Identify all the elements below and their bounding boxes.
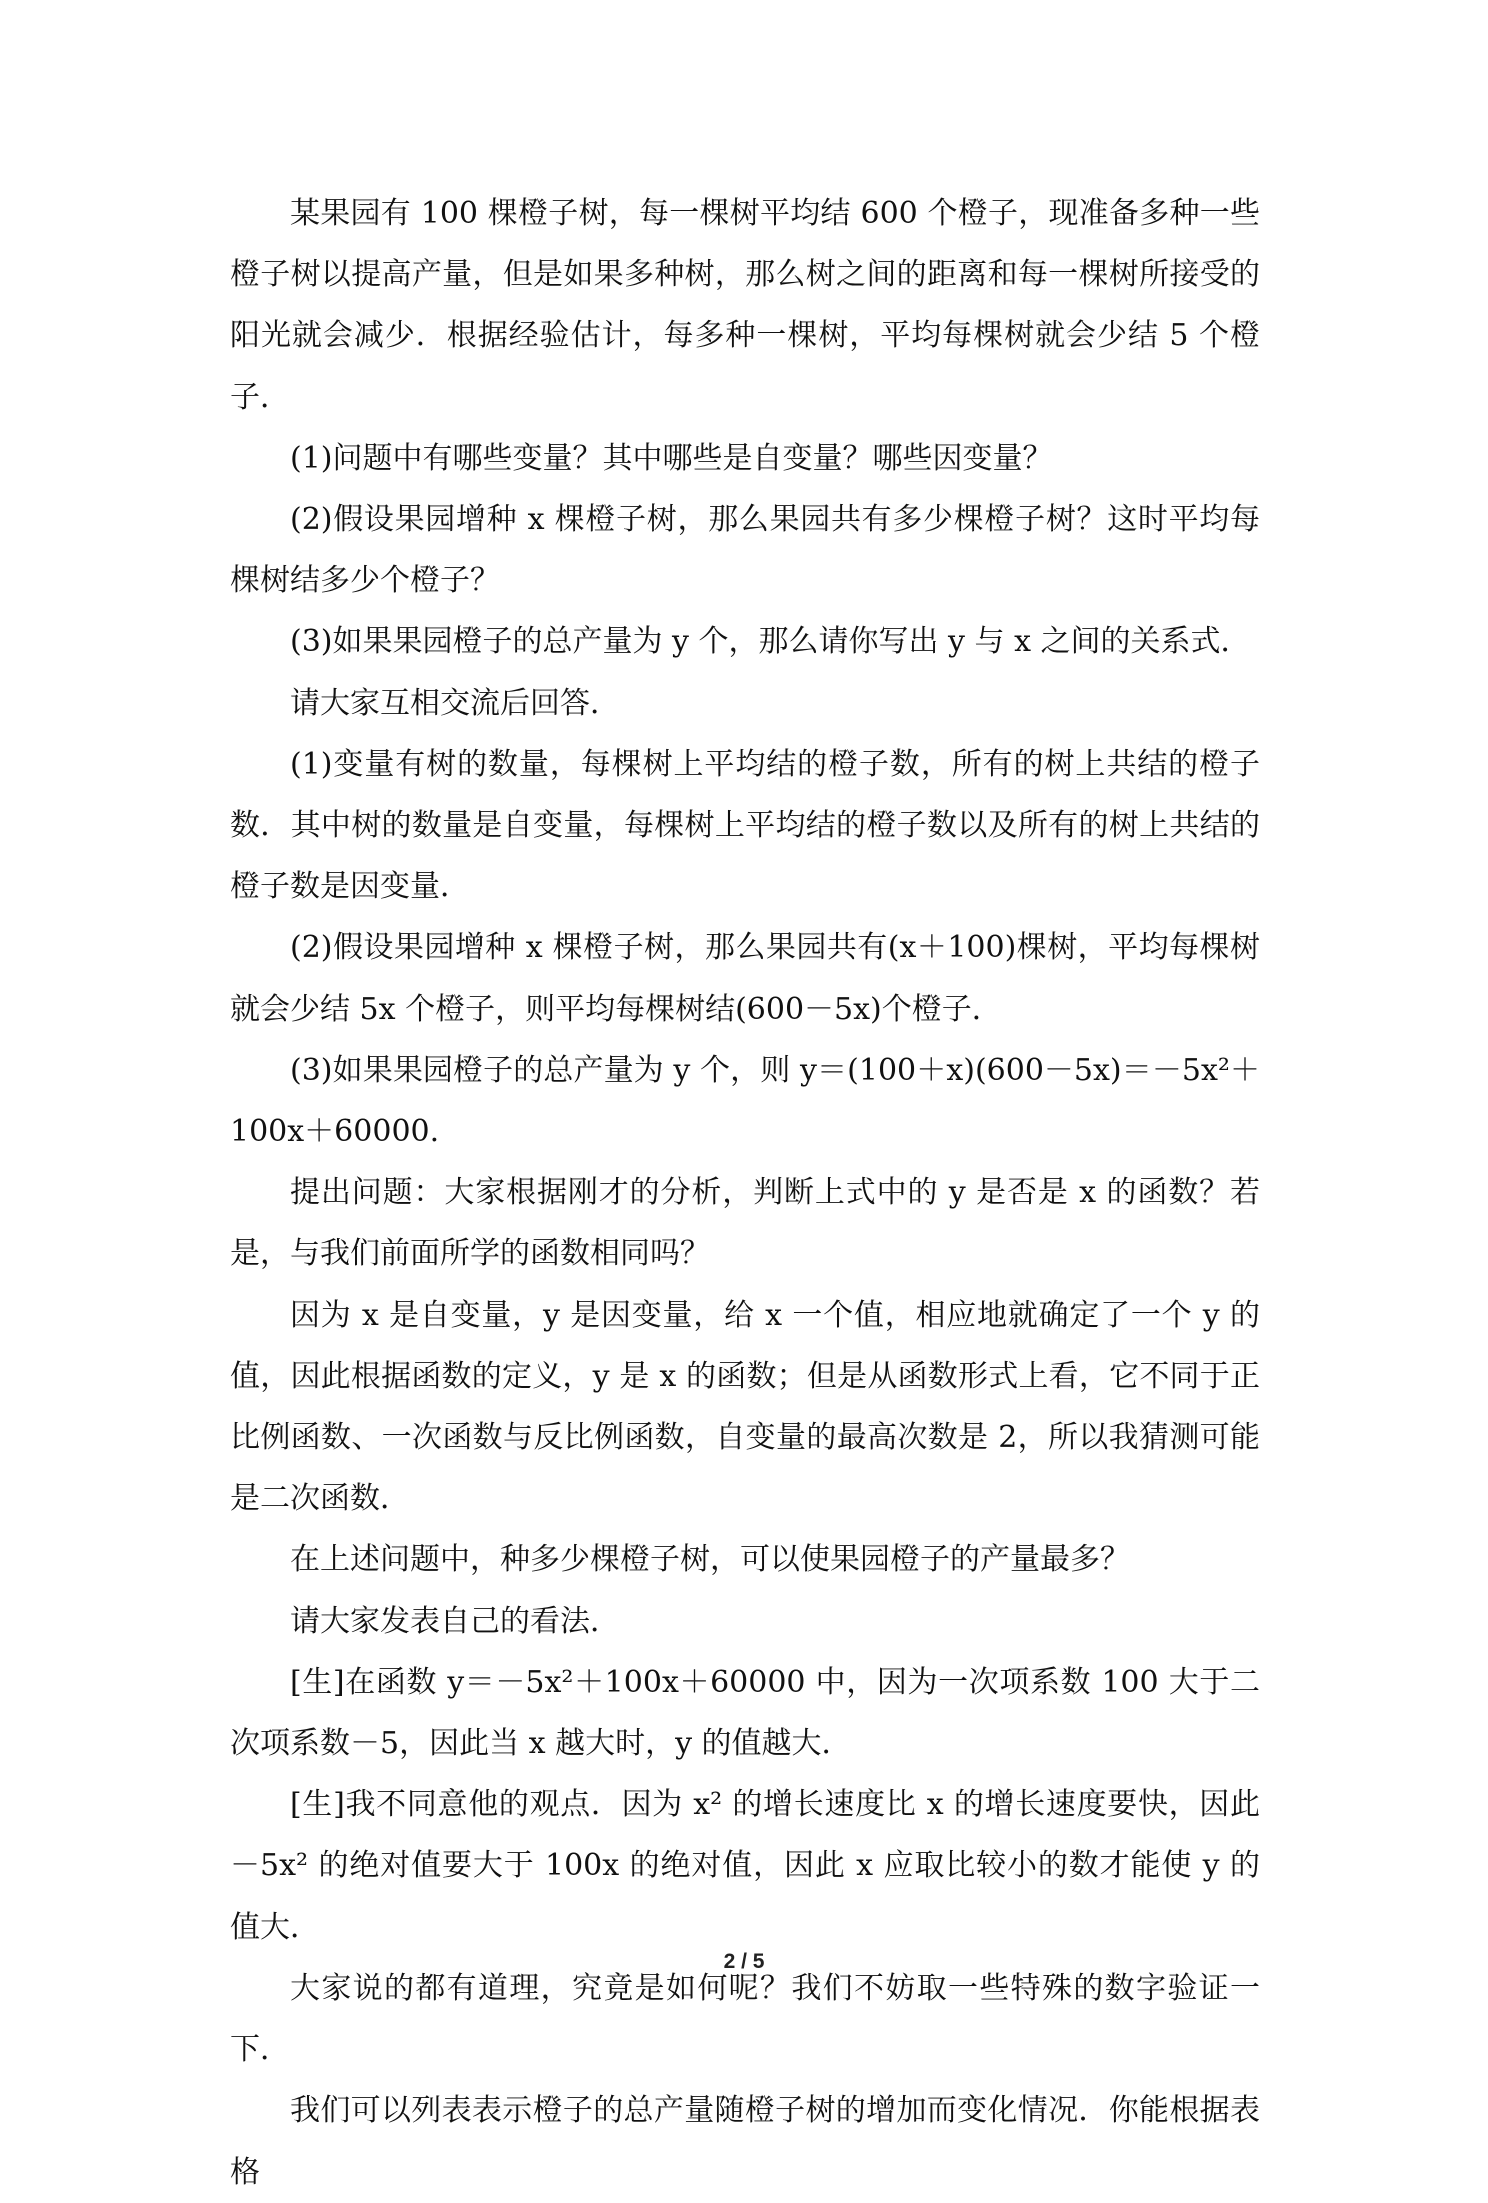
paragraph-table-intro: 我们可以列表表示橙子的总产量随橙子树的增加而变化情况．你能根据表格 xyxy=(230,2093,1260,2190)
paragraph-discussion-prompt: 请大家互相交流后回答． xyxy=(290,685,620,721)
paragraph-function-analysis: 因为 x 是自变量，y 是因变量，给 x 一个值，相应地就确定了一个 y 的值，因此根据函数的定义，y 是 x 的函数；但是从函数形式上看，它不同于正比例函数、一次函数与反比例函数，自变量的最高次数是 2，所以我猜测可能是二次函数． xyxy=(230,1297,1260,1517)
paragraph-max-yield-question: 在上述问题中，种多少棵橙子树，可以使果园橙子的产量最多？ xyxy=(290,1542,1130,1578)
paragraph-student-view-1: [生]在函数 y＝－5x²＋100x＋60000 中，因为一次项系数 100 大于二次项系数－5，因此当 x 越大时，y 的值越大． xyxy=(230,1664,1260,1762)
paragraph-answer-3: (3)如果果园橙子的总产量为 y 个，则 y＝(100＋x)(600－5x)＝－5x²＋100x＋60000. xyxy=(230,1052,1260,1150)
document-body xyxy=(230,183,1260,2203)
paragraph-opinion-prompt: 请大家发表自己的看法． xyxy=(290,1603,620,1639)
paragraph-question-3: (3)如果果园橙子的总产量为 y 个，那么请你写出 y 与 x 之间的关系式． xyxy=(290,624,1251,660)
paragraph-answer-1: (1)变量有树的数量，每棵树上平均结的橙子数，所有的树上共结的橙子数．其中树的数量是自变量，每棵树上平均结的橙子数以及所有的树上共结的橙子数是因变量． xyxy=(230,746,1260,905)
paragraph-student-view-2: [生]我不同意他的观点．因为 x² 的增长速度比 x 的增长速度要快，因此－5x² 的绝对值要大于 100x 的绝对值，因此 x 应取比较小的数才能使 y 的值大． xyxy=(230,1787,1260,1945)
paragraph-question-1: (1)问题中有哪些变量？其中哪些是自变量？哪些因变量？ xyxy=(290,440,1053,476)
paragraph-question-2: (2)假设果园增种 x 棵橙子树，那么果园共有多少棵橙子树？这时平均每棵树结多少个橙子？ xyxy=(230,502,1260,599)
paragraph-problem-statement: 某果园有 100 棵橙子树，每一棵树平均结 600 个橙子，现准备多种一些橙子树以提高产量，但是如果多种树，那么树之间的距离和每一棵树所接受的阳光就会减少．根据经验估计，每多种一棵树，平均每棵树就会少结 5 个橙子． xyxy=(230,196,1260,415)
paragraph-answer-2: (2)假设果园增种 x 棵橙子树，那么果园共有(x＋100)棵树，平均每棵树就会少结 5x 个橙子，则平均每棵树结(600－5x)个橙子． xyxy=(230,930,1260,1027)
paragraph-verification: 大家说的都有道理，究竟是如何呢？我们不妨取一些特殊的数字验证一下． xyxy=(230,1970,1260,2068)
paragraph-raise-question: 提出问题：大家根据刚才的分析，判断上式中的 y 是否是 x 的函数？若是，与我们前面所学的函数相同吗？ xyxy=(230,1175,1260,1272)
page-number: 2 / 5 xyxy=(723,1950,765,1973)
